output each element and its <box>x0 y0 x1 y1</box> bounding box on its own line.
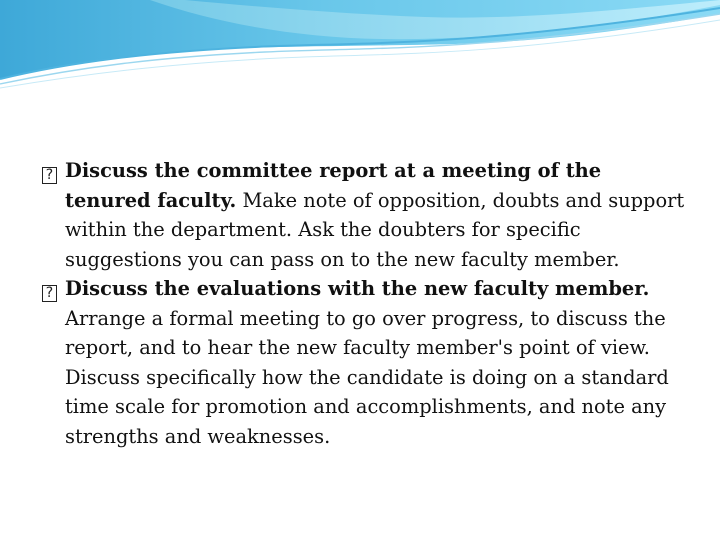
bullet-2-lead: Discuss the evaluations with the new faculty member. <box>65 277 650 300</box>
bullet-item-1 <box>42 156 692 274</box>
square-bullet-icon: ? <box>42 162 65 184</box>
slide-content <box>42 156 692 451</box>
bullet-1-lead: Discuss the committee report at a meeting of the tenured faculty. <box>65 159 602 212</box>
header-wave-decoration <box>0 0 720 90</box>
bullet-1-text: Make note of opposition, doubts and support within the department. Ask the doubters for specific suggestions you can pass on to the new faculty member. <box>65 188 685 271</box>
square-bullet-icon: ? <box>42 280 65 302</box>
bullet-2-text: Arrange a formal meeting to go over progress, to discuss the report, and to hear the new faculty member's point of view. Discuss specifically how the candidate is doing on a standard time scale for promotion and accomplishments, and note any strengths and weaknesses. <box>65 306 669 448</box>
bullet-item-2 <box>42 274 692 451</box>
